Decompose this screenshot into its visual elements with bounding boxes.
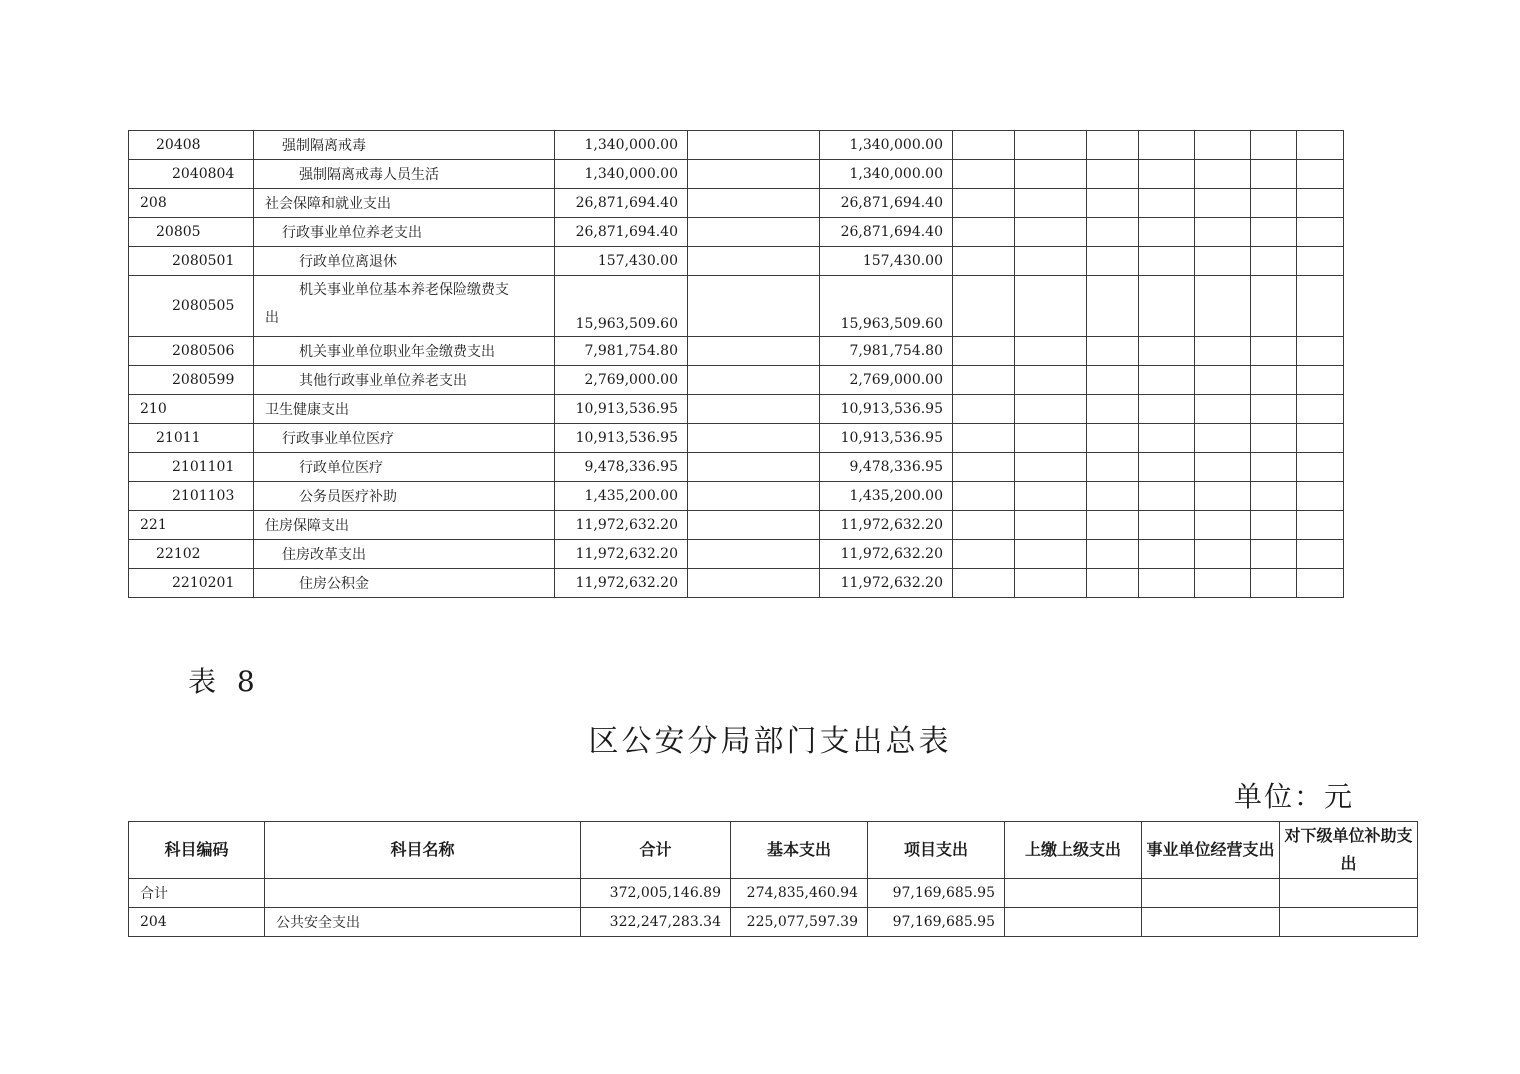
empty-cell bbox=[1087, 247, 1139, 276]
value-cell: 11,972,632.20 bbox=[820, 511, 953, 540]
empty-cell bbox=[1297, 511, 1344, 540]
table-row bbox=[129, 189, 1344, 218]
empty-cell bbox=[1139, 569, 1195, 598]
total-value: 1,340,000.00 bbox=[555, 160, 688, 189]
subject-name: 强制隔离戒毒人员生活 bbox=[254, 160, 555, 189]
continuation-table bbox=[128, 130, 1344, 598]
total-value: 26,871,694.40 bbox=[555, 218, 688, 247]
table-row bbox=[129, 453, 1344, 482]
remit-value bbox=[1005, 908, 1142, 937]
value-cell: 10,913,536.95 bbox=[820, 424, 953, 453]
empty-cell bbox=[953, 395, 1015, 424]
empty-cell bbox=[1195, 218, 1251, 247]
empty-cell bbox=[953, 218, 1015, 247]
value-cell bbox=[688, 247, 820, 276]
empty-cell bbox=[953, 247, 1015, 276]
value-cell bbox=[688, 511, 820, 540]
header-basic-expenditure: 基本支出 bbox=[731, 822, 868, 879]
empty-cell bbox=[1015, 131, 1087, 160]
table-row bbox=[129, 395, 1344, 424]
header-subsidy-lower-level: 对下级单位补助支出 bbox=[1280, 822, 1418, 879]
empty-cell bbox=[1087, 569, 1139, 598]
table-row bbox=[129, 424, 1344, 453]
empty-cell bbox=[1139, 337, 1195, 366]
empty-cell bbox=[1139, 131, 1195, 160]
value-cell: 26,871,694.40 bbox=[820, 218, 953, 247]
empty-cell bbox=[1251, 276, 1297, 337]
basic-value: 274,835,460.94 bbox=[731, 879, 868, 908]
total-value: 15,963,509.60 bbox=[555, 276, 688, 337]
empty-cell bbox=[1297, 453, 1344, 482]
empty-cell bbox=[953, 276, 1015, 337]
empty-cell bbox=[1087, 366, 1139, 395]
empty-cell bbox=[1087, 395, 1139, 424]
empty-cell bbox=[1195, 189, 1251, 218]
empty-cell bbox=[1015, 366, 1087, 395]
empty-cell bbox=[1139, 511, 1195, 540]
subject-name: 其他行政事业单位养老支出 bbox=[254, 366, 555, 395]
total-value: 1,340,000.00 bbox=[555, 131, 688, 160]
value-cell bbox=[688, 395, 820, 424]
total-value: 1,435,200.00 bbox=[555, 482, 688, 511]
total-value: 11,972,632.20 bbox=[555, 511, 688, 540]
empty-cell bbox=[1251, 482, 1297, 511]
table-row bbox=[129, 247, 1344, 276]
subject-code: 22102 bbox=[129, 540, 254, 569]
header-subject-code: 科目编码 bbox=[129, 822, 265, 879]
empty-cell bbox=[1297, 482, 1344, 511]
table-row bbox=[129, 540, 1344, 569]
project-value: 97,169,685.95 bbox=[868, 908, 1005, 937]
business-value bbox=[1142, 908, 1280, 937]
subject-code: 2080505 bbox=[129, 276, 254, 337]
table-row bbox=[129, 337, 1344, 366]
table-row bbox=[129, 366, 1344, 395]
empty-cell bbox=[1251, 511, 1297, 540]
empty-cell bbox=[1251, 569, 1297, 598]
value-cell: 1,435,200.00 bbox=[820, 482, 953, 511]
value-cell: 2,769,000.00 bbox=[820, 366, 953, 395]
empty-cell bbox=[1087, 189, 1139, 218]
empty-cell bbox=[1195, 453, 1251, 482]
empty-cell bbox=[1015, 395, 1087, 424]
empty-cell bbox=[1139, 482, 1195, 511]
empty-cell bbox=[1297, 131, 1344, 160]
total-value: 9,478,336.95 bbox=[555, 453, 688, 482]
total-value: 372,005,146.89 bbox=[581, 879, 731, 908]
empty-cell bbox=[1297, 247, 1344, 276]
empty-cell bbox=[1251, 218, 1297, 247]
empty-cell bbox=[953, 511, 1015, 540]
remit-value bbox=[1005, 879, 1142, 908]
empty-cell bbox=[1087, 337, 1139, 366]
empty-cell bbox=[1139, 395, 1195, 424]
table-row bbox=[129, 569, 1344, 598]
empty-cell bbox=[1139, 247, 1195, 276]
empty-cell bbox=[1195, 569, 1251, 598]
subject-name: 住房保障支出 bbox=[254, 511, 555, 540]
total-value: 7,981,754.80 bbox=[555, 337, 688, 366]
value-cell bbox=[688, 569, 820, 598]
subject-name: 公务员医疗补助 bbox=[254, 482, 555, 511]
subject-code: 2040804 bbox=[129, 160, 254, 189]
empty-cell bbox=[1087, 160, 1139, 189]
total-value: 26,871,694.40 bbox=[555, 189, 688, 218]
empty-cell bbox=[1195, 276, 1251, 337]
subject-name bbox=[265, 879, 581, 908]
expenditure-summary-table bbox=[128, 821, 1418, 937]
value-cell: 11,972,632.20 bbox=[820, 540, 953, 569]
empty-cell bbox=[1251, 366, 1297, 395]
empty-cell bbox=[1297, 337, 1344, 366]
subject-code: 2080501 bbox=[129, 247, 254, 276]
table-row bbox=[129, 218, 1344, 247]
subject-name: 行政单位医疗 bbox=[254, 453, 555, 482]
empty-cell bbox=[1195, 511, 1251, 540]
value-cell: 26,871,694.40 bbox=[820, 189, 953, 218]
empty-cell bbox=[1251, 540, 1297, 569]
value-cell bbox=[688, 218, 820, 247]
empty-cell bbox=[1195, 395, 1251, 424]
subsidy-value bbox=[1280, 908, 1418, 937]
subject-name: 强制隔离戒毒 bbox=[254, 131, 555, 160]
empty-cell bbox=[1251, 453, 1297, 482]
empty-cell bbox=[1195, 540, 1251, 569]
empty-cell bbox=[1139, 366, 1195, 395]
empty-cell bbox=[1297, 424, 1344, 453]
subject-code: 2101101 bbox=[129, 453, 254, 482]
value-cell bbox=[688, 276, 820, 337]
subject-name: 住房公积金 bbox=[254, 569, 555, 598]
empty-cell bbox=[1195, 337, 1251, 366]
total-value: 10,913,536.95 bbox=[555, 424, 688, 453]
subject-name: 住房改革支出 bbox=[254, 540, 555, 569]
value-cell bbox=[688, 366, 820, 395]
empty-cell bbox=[953, 453, 1015, 482]
subject-code: 20805 bbox=[129, 218, 254, 247]
empty-cell bbox=[953, 569, 1015, 598]
empty-cell bbox=[1251, 337, 1297, 366]
empty-cell bbox=[953, 160, 1015, 189]
empty-cell bbox=[1195, 160, 1251, 189]
subject-name: 行政单位离退休 bbox=[254, 247, 555, 276]
value-cell bbox=[688, 337, 820, 366]
empty-cell bbox=[1015, 160, 1087, 189]
subject-name: 机关事业单位职业年金缴费支出 bbox=[254, 337, 555, 366]
header-remit-upper-level: 上缴上级支出 bbox=[1005, 822, 1142, 879]
empty-cell bbox=[1015, 569, 1087, 598]
value-cell bbox=[688, 540, 820, 569]
empty-cell bbox=[1087, 540, 1139, 569]
subject-code: 合计 bbox=[129, 879, 265, 908]
empty-cell bbox=[1195, 482, 1251, 511]
empty-cell bbox=[1251, 160, 1297, 189]
total-value: 10,913,536.95 bbox=[555, 395, 688, 424]
subject-name: 行政事业单位医疗 bbox=[254, 424, 555, 453]
value-cell: 1,340,000.00 bbox=[820, 160, 953, 189]
empty-cell bbox=[1015, 337, 1087, 366]
subject-name: 行政事业单位养老支出 bbox=[254, 218, 555, 247]
table-row bbox=[129, 276, 1344, 337]
empty-cell bbox=[953, 424, 1015, 453]
empty-cell bbox=[1139, 160, 1195, 189]
header-business-operation: 事业单位经营支出 bbox=[1142, 822, 1280, 879]
empty-cell bbox=[1087, 482, 1139, 511]
empty-cell bbox=[953, 131, 1015, 160]
subject-code: 2210201 bbox=[129, 569, 254, 598]
empty-cell bbox=[1139, 453, 1195, 482]
empty-cell bbox=[1015, 424, 1087, 453]
subject-code: 2080506 bbox=[129, 337, 254, 366]
empty-cell bbox=[953, 337, 1015, 366]
table-row bbox=[129, 511, 1344, 540]
empty-cell bbox=[1297, 218, 1344, 247]
value-cell bbox=[688, 131, 820, 160]
table-row bbox=[129, 131, 1344, 160]
value-cell: 15,963,509.60 bbox=[820, 276, 953, 337]
empty-cell bbox=[1297, 540, 1344, 569]
empty-cell bbox=[1087, 131, 1139, 160]
empty-cell bbox=[1251, 131, 1297, 160]
subject-code: 204 bbox=[129, 908, 265, 937]
business-value bbox=[1142, 879, 1280, 908]
subject-code: 21011 bbox=[129, 424, 254, 453]
empty-cell bbox=[1195, 424, 1251, 453]
value-cell: 10,913,536.95 bbox=[820, 395, 953, 424]
empty-cell bbox=[1139, 189, 1195, 218]
header-subject-name: 科目名称 bbox=[265, 822, 581, 879]
empty-cell bbox=[1251, 189, 1297, 218]
empty-cell bbox=[953, 189, 1015, 218]
empty-cell bbox=[1139, 540, 1195, 569]
subject-name: 公共安全支出 bbox=[265, 908, 581, 937]
empty-cell bbox=[1015, 189, 1087, 218]
table-row bbox=[129, 908, 1418, 937]
empty-cell bbox=[1297, 276, 1344, 337]
empty-cell bbox=[953, 366, 1015, 395]
empty-cell bbox=[1087, 218, 1139, 247]
value-cell: 11,972,632.20 bbox=[820, 569, 953, 598]
value-cell: 9,478,336.95 bbox=[820, 453, 953, 482]
table-row bbox=[129, 482, 1344, 511]
value-cell bbox=[688, 424, 820, 453]
empty-cell bbox=[1087, 424, 1139, 453]
basic-value: 225,077,597.39 bbox=[731, 908, 868, 937]
page-title: 区公安分局部门支出总表 bbox=[588, 724, 952, 759]
empty-cell bbox=[1297, 569, 1344, 598]
value-cell: 7,981,754.80 bbox=[820, 337, 953, 366]
empty-cell bbox=[1251, 424, 1297, 453]
total-value: 322,247,283.34 bbox=[581, 908, 731, 937]
empty-cell bbox=[1297, 395, 1344, 424]
table-row bbox=[129, 879, 1418, 908]
value-cell bbox=[688, 160, 820, 189]
empty-cell bbox=[1015, 453, 1087, 482]
empty-cell bbox=[1139, 276, 1195, 337]
value-cell bbox=[688, 453, 820, 482]
empty-cell bbox=[953, 540, 1015, 569]
empty-cell bbox=[1015, 276, 1087, 337]
unit-label: 单位：元 bbox=[1234, 780, 1355, 813]
subject-code: 210 bbox=[129, 395, 254, 424]
value-cell: 157,430.00 bbox=[820, 247, 953, 276]
header-total: 合计 bbox=[581, 822, 731, 879]
empty-cell bbox=[1087, 453, 1139, 482]
total-value: 2,769,000.00 bbox=[555, 366, 688, 395]
subject-name-line1: 机关事业单位基本养老保险缴费支 bbox=[299, 282, 509, 298]
empty-cell bbox=[1015, 218, 1087, 247]
subject-name: 社会保障和就业支出 bbox=[254, 189, 555, 218]
empty-cell bbox=[1139, 424, 1195, 453]
subject-code: 2101103 bbox=[129, 482, 254, 511]
total-value: 11,972,632.20 bbox=[555, 540, 688, 569]
subject-name bbox=[254, 276, 555, 337]
empty-cell bbox=[1087, 276, 1139, 337]
empty-cell bbox=[1139, 218, 1195, 247]
empty-cell bbox=[1297, 189, 1344, 218]
header-project-expenditure: 项目支出 bbox=[868, 822, 1005, 879]
total-value: 157,430.00 bbox=[555, 247, 688, 276]
empty-cell bbox=[1297, 366, 1344, 395]
table-row bbox=[129, 160, 1344, 189]
value-cell bbox=[688, 482, 820, 511]
table-header-row bbox=[129, 822, 1418, 879]
subject-name: 卫生健康支出 bbox=[254, 395, 555, 424]
empty-cell bbox=[1195, 131, 1251, 160]
subsidy-value bbox=[1280, 879, 1418, 908]
empty-cell bbox=[1015, 247, 1087, 276]
empty-cell bbox=[1015, 511, 1087, 540]
empty-cell bbox=[1297, 160, 1344, 189]
subject-name-line2: 出 bbox=[265, 310, 279, 326]
empty-cell bbox=[1015, 482, 1087, 511]
empty-cell bbox=[1015, 540, 1087, 569]
value-cell bbox=[688, 189, 820, 218]
subject-code: 208 bbox=[129, 189, 254, 218]
total-value: 11,972,632.20 bbox=[555, 569, 688, 598]
subject-code: 2080599 bbox=[129, 366, 254, 395]
subject-code: 221 bbox=[129, 511, 254, 540]
empty-cell bbox=[1087, 511, 1139, 540]
subject-code: 20408 bbox=[129, 131, 254, 160]
empty-cell bbox=[953, 482, 1015, 511]
table-number-label: 表 8 bbox=[188, 665, 261, 698]
empty-cell bbox=[1195, 247, 1251, 276]
empty-cell bbox=[1251, 395, 1297, 424]
empty-cell bbox=[1195, 366, 1251, 395]
project-value: 97,169,685.95 bbox=[868, 879, 1005, 908]
value-cell: 1,340,000.00 bbox=[820, 131, 953, 160]
empty-cell bbox=[1251, 247, 1297, 276]
